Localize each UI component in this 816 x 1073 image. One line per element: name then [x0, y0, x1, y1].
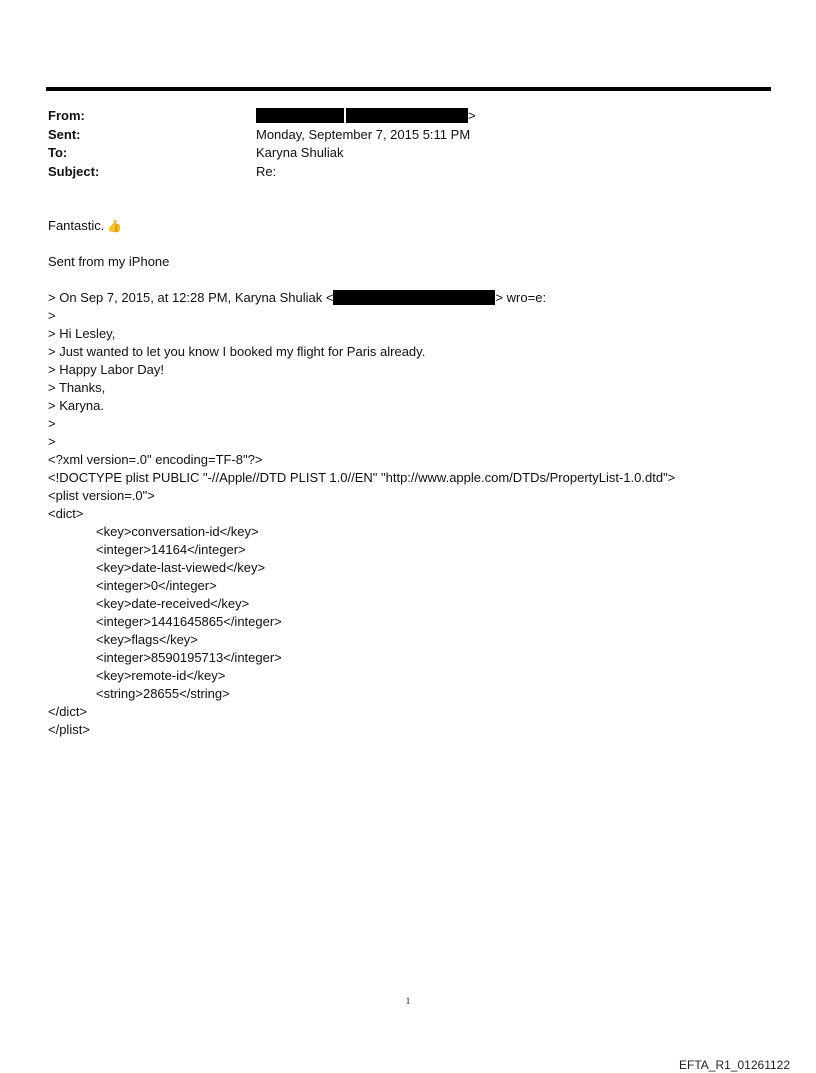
from-label: From:	[48, 108, 85, 123]
closing-line: </plist>	[48, 722, 90, 737]
redaction-block	[333, 290, 495, 305]
redaction-block	[256, 108, 344, 123]
email-body	[48, 217, 778, 739]
quote-line: >	[48, 416, 56, 431]
quote-intro-prefix: > On Sep 7, 2015, at 12:28 PM, Karyna Shuliak <	[48, 290, 334, 305]
dict-line: <key>remote-id</key>	[96, 668, 226, 683]
subject-row	[48, 163, 768, 182]
thumbs-up-icon: 👍	[107, 219, 123, 233]
xml-line: <dict>	[48, 506, 84, 521]
from-row	[48, 107, 768, 126]
quote-line: >	[48, 308, 56, 323]
dict-line: <string>28655</string>	[96, 686, 230, 701]
quote-line: > Hi Lesley,	[48, 326, 116, 341]
quote-line: > Just wanted to let you know I booked my flight for Paris already.	[48, 344, 426, 359]
dict-line: <key>date-last-viewed</key>	[96, 560, 266, 575]
signature-line: Sent from my iPhone	[48, 254, 170, 269]
quote-line: > Thanks,	[48, 380, 106, 395]
to-row	[48, 144, 768, 163]
quote-line: > Happy Labor Day!	[48, 362, 164, 377]
sent-label: Sent:	[48, 126, 81, 142]
from-value	[256, 107, 476, 126]
quote-line: >	[48, 434, 56, 449]
quote-intro-suffix: > wro=e:	[495, 290, 547, 305]
email-header	[48, 107, 768, 181]
sent-row	[48, 126, 768, 145]
greeting-text: Fantastic.	[48, 218, 105, 233]
redaction-block	[346, 108, 468, 123]
greeting-line	[48, 217, 778, 235]
xml-line: <?xml version=.0" encoding=TF-8"?>	[48, 452, 263, 467]
from-suffix: >	[468, 108, 476, 123]
closing-line: </dict>	[48, 704, 88, 719]
xml-line: <!DOCTYPE plist PUBLIC "-//Apple//DTD PLIST 1.0//EN" "http://www.apple.com/DTDs/PropertyList-1.0.dtd">	[48, 470, 676, 485]
xml-line: <plist version=.0">	[48, 488, 155, 503]
dict-line: <integer>1441645865</integer>	[96, 614, 282, 629]
to-label: To:	[48, 145, 68, 160]
dict-line: <key>date-received</key>	[96, 596, 250, 611]
dict-line: <key>conversation-id</key>	[96, 524, 259, 539]
to-value: Karyna Shuliak	[256, 145, 344, 160]
dict-line: <integer>14164</integer>	[96, 542, 246, 557]
document-id: EFTA_R1_01261122	[679, 1058, 790, 1072]
sent-value: Monday, September 7, 2015 5:11 PM	[256, 126, 471, 142]
dict-line: <integer>8590195713</integer>	[96, 650, 282, 665]
quote-intro	[48, 289, 778, 307]
quote-line: > Karyna.	[48, 398, 105, 413]
header-divider	[46, 87, 771, 91]
page-number: 1	[405, 996, 411, 1006]
dict-line: <key>flags</key>	[96, 632, 198, 647]
subject-value: Re:	[256, 163, 277, 179]
subject-label: Subject:	[48, 163, 100, 179]
dict-line: <integer>0</integer>	[96, 578, 217, 593]
